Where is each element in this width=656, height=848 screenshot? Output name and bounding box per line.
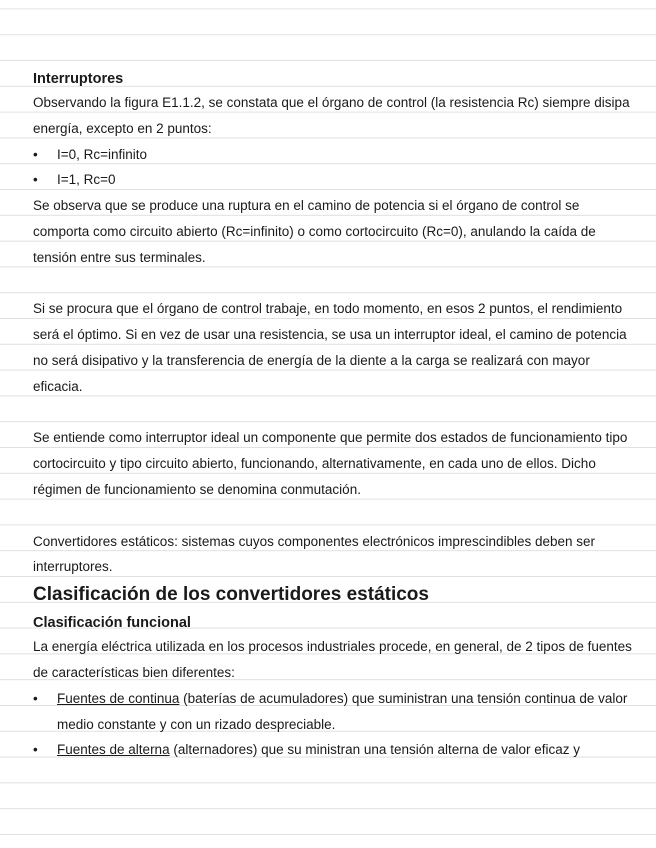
spacer <box>33 271 633 297</box>
paragraph-rendimiento: Si se procura que el órgano de control trabaje, en todo momento, en esos 2 puntos, el rendimiento será el óptimo. Si en vez de usar una resistencia, se usa un interruptor ideal, el camino de potencia no será disipativo y la transferencia de energía de la diente a la carga se realizará con mayor eficacia. <box>33 301 627 394</box>
list-item-text: (alternadores) que su ministran una tensión alterna de valor eficaz y <box>169 742 581 758</box>
paragraph-observando: Observando la figura E1.1.2, se constata que el órgano de control (la resistencia Rc) siempre disipa energía, excepto en 2 puntos: <box>33 95 630 136</box>
link-fuentes-continua[interactable]: Fuentes de continua <box>57 690 180 706</box>
bullet-icon: • <box>33 690 38 706</box>
subsection-heading-funcional: Clasificación funcional <box>33 615 191 632</box>
bullet-list-puntos <box>33 142 633 194</box>
list-item-text: (baterías de acumuladores) que suministran una tensión continua de valor medio constante y con un rizado despreciable. <box>57 690 628 732</box>
list-item <box>33 686 633 738</box>
bullet-list-fuentes <box>33 686 633 763</box>
list-item <box>33 167 633 193</box>
bullet-icon: • <box>33 742 38 758</box>
paragraph-convertidores: Convertidores estáticos: sistemas cuyos componentes electrónicos imprescindibles deben ser interruptores. <box>33 533 596 575</box>
bullet-icon: • <box>33 172 38 188</box>
spacer <box>33 400 633 426</box>
spacer <box>33 503 633 529</box>
link-fuentes-alterna[interactable]: Fuentes de alterna <box>57 742 170 758</box>
paragraph-energia: La energía eléctrica utilizada en los procesos industriales procede, en general, de 2 tipos de fuentes de características bien diferentes: <box>33 639 632 680</box>
paragraph-interruptor-ideal: Se entiende como interruptor ideal un componente que permite dos estados de funcionamiento tipo cortocircuito y tipo circuito abierto, funcionando, alternativamente, en cada uno de ellos. Dicho régimen de funcionamiento se denomina conmutación. <box>33 430 628 497</box>
paragraph-ruptura: Se observa que se produce una ruptura en el camino de potencia si el órgano de control se comporta como circuito abierto (Rc=infinito) o como cortocircuito (Rc=0), anulando la caída de tensión entre sus terminales. <box>33 198 596 265</box>
list-item-text: I=1, Rc=0 <box>57 172 116 188</box>
section-heading-clasificacion: Clasificación de los convertidores estáticos <box>33 584 429 606</box>
section-heading-interruptores: Interruptores <box>33 71 124 87</box>
bullet-icon: • <box>33 146 38 162</box>
document-page <box>33 68 633 763</box>
list-item-text: I=0, Rc=infinito <box>57 146 148 162</box>
list-item <box>33 142 633 168</box>
list-item <box>33 737 633 763</box>
